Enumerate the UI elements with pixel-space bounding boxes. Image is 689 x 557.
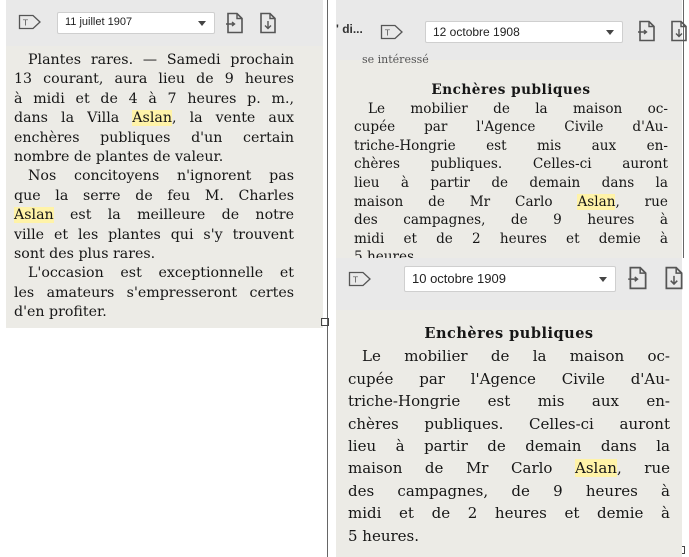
clipping-1907 xyxy=(6,0,323,328)
newspaper-scan xyxy=(336,53,682,258)
article-title: Enchères publiques xyxy=(431,82,591,98)
date-select-value: 10 octobre 1909 xyxy=(412,271,506,286)
article-line xyxy=(348,502,670,524)
article-line xyxy=(14,70,294,89)
divider-vertical xyxy=(327,0,328,557)
download-page-icon[interactable] xyxy=(669,20,689,46)
article-line xyxy=(14,303,294,322)
date-select-value: 12 octobre 1908 xyxy=(433,25,520,39)
article-line xyxy=(354,155,668,174)
article-line xyxy=(348,368,670,390)
line-text: nombre de plantes de valeur. xyxy=(14,149,224,166)
article-line xyxy=(354,193,668,212)
line-text: est la meilleure de notre xyxy=(53,207,294,224)
line-text: que la serre de feu M. Charles xyxy=(14,187,294,204)
clipping-1909 xyxy=(336,258,682,557)
highlighted-word: Aslan xyxy=(14,207,54,224)
article-line xyxy=(354,211,668,230)
svg-text:T: T xyxy=(23,18,28,28)
line-text: maison de Mr Carlo xyxy=(348,459,576,478)
article-line xyxy=(348,345,670,367)
download-page-icon[interactable] xyxy=(258,12,278,38)
line-text: , rue xyxy=(616,459,670,478)
article-line xyxy=(14,90,294,109)
viewer-toolbar xyxy=(6,0,323,46)
text-tag-icon[interactable] xyxy=(18,14,42,34)
line-text: lieu à partir de demain dans la xyxy=(348,437,670,456)
line-text: enchères publiques d'un certain xyxy=(14,129,294,146)
line-text: dans la Villa xyxy=(14,110,133,127)
line-text: triche-Hongrie est mis aux en- xyxy=(354,137,668,154)
line-text: des campagnes, de 9 heures à xyxy=(348,481,670,500)
article-line xyxy=(14,284,294,303)
date-select[interactable] xyxy=(404,266,616,292)
article-line xyxy=(348,435,670,457)
article-line xyxy=(348,480,670,502)
article-line xyxy=(348,390,670,412)
date-select[interactable] xyxy=(425,21,623,43)
highlighted-word: Aslan xyxy=(577,193,616,210)
article-title: Enchères publiques xyxy=(424,325,594,342)
article-line xyxy=(14,129,294,148)
article-line xyxy=(348,525,670,547)
viewer-toolbar xyxy=(336,258,682,310)
toolbar-clipped-label: ' di... xyxy=(336,22,363,36)
line-text: cupée par l'Agence Civile d'Au- xyxy=(354,119,668,136)
article-encheres-1909 xyxy=(348,323,670,547)
line-text: midi et de 2 heures et demie à xyxy=(354,230,668,247)
clipping-1908 xyxy=(336,0,682,258)
article-line xyxy=(348,457,670,479)
date-select-value: 11 juillet 1907 xyxy=(65,16,133,28)
article-line xyxy=(14,167,294,186)
line-text: , rue xyxy=(615,193,668,210)
line-text: 13 courant, aura lieu de 9 heures xyxy=(14,71,294,88)
article-line xyxy=(14,187,294,206)
article-line xyxy=(348,413,670,435)
article-line xyxy=(14,245,294,264)
line-text: d'en profiter. xyxy=(14,304,107,321)
chevron-down-icon xyxy=(599,277,607,282)
text-tag-icon[interactable] xyxy=(380,24,404,44)
article-line xyxy=(14,206,294,225)
article-line xyxy=(14,109,294,128)
line-text: chères publiques. Celles-ci auront xyxy=(348,414,670,433)
line-text: lieu à partir de demain dans la xyxy=(354,174,668,191)
crop-page-icon[interactable] xyxy=(637,20,657,46)
line-text: ville et les plantes qui s'y trouvent xyxy=(14,226,294,243)
article-plantes-rares xyxy=(14,51,294,323)
article-encheres-1908 xyxy=(354,81,668,267)
article-line xyxy=(354,137,668,156)
corner-handle-icon xyxy=(321,318,329,326)
viewer-toolbar xyxy=(336,0,682,60)
line-text: sont des plus rares. xyxy=(14,246,156,263)
line-text: des campagnes, de 9 heures à xyxy=(354,212,668,229)
line-text: L'occasion est exceptionnelle et xyxy=(28,265,294,282)
text-tag-icon[interactable] xyxy=(348,271,372,291)
line-text: , la vente aux xyxy=(171,110,294,127)
newspaper-scan xyxy=(6,46,323,328)
line-text: midi et de 2 heures et demie à xyxy=(348,504,670,523)
line-text: Le mobilier de la maison oc- xyxy=(362,347,670,366)
line-text: Plantes rares. — Samedi prochain xyxy=(28,52,294,68)
crop-page-icon[interactable] xyxy=(225,12,245,38)
article-line xyxy=(354,118,668,137)
chevron-down-icon xyxy=(198,21,206,26)
line-text: maison de Mr Carlo xyxy=(354,193,578,210)
article-line xyxy=(14,226,294,245)
line-text: 5 heures. xyxy=(348,526,420,545)
line-text: chères publiques. Celles-ci auront xyxy=(354,156,668,173)
highlighted-word: Aslan xyxy=(132,110,172,127)
article-line xyxy=(14,264,294,283)
line-text: Le mobilier de la maison oc- xyxy=(368,100,668,117)
chevron-down-icon xyxy=(606,30,614,35)
article-line xyxy=(354,100,668,119)
line-text: triche-Hongrie est mis aux en- xyxy=(348,392,670,411)
line-text: cupée par l'Agence Civile d'Au- xyxy=(348,369,670,388)
newspaper-scan xyxy=(336,310,682,557)
line-text: les amateurs s'empresseront certes xyxy=(14,284,294,301)
article-line xyxy=(354,174,668,193)
top-fragment: se intéressé xyxy=(362,53,429,66)
article-line xyxy=(14,148,294,167)
svg-text:T: T xyxy=(353,275,358,285)
svg-text:T: T xyxy=(385,28,390,38)
line-text: à midi et de 4 à 7 heures p. m., xyxy=(14,90,294,107)
article-line xyxy=(14,51,294,70)
highlighted-word: Aslan xyxy=(575,459,617,478)
line-text: Nos concitoyens n'ignorent pas xyxy=(28,168,294,185)
crop-page-icon[interactable] xyxy=(627,266,649,294)
article-line xyxy=(354,230,668,249)
date-select[interactable] xyxy=(57,12,215,34)
download-page-icon[interactable] xyxy=(663,266,685,294)
